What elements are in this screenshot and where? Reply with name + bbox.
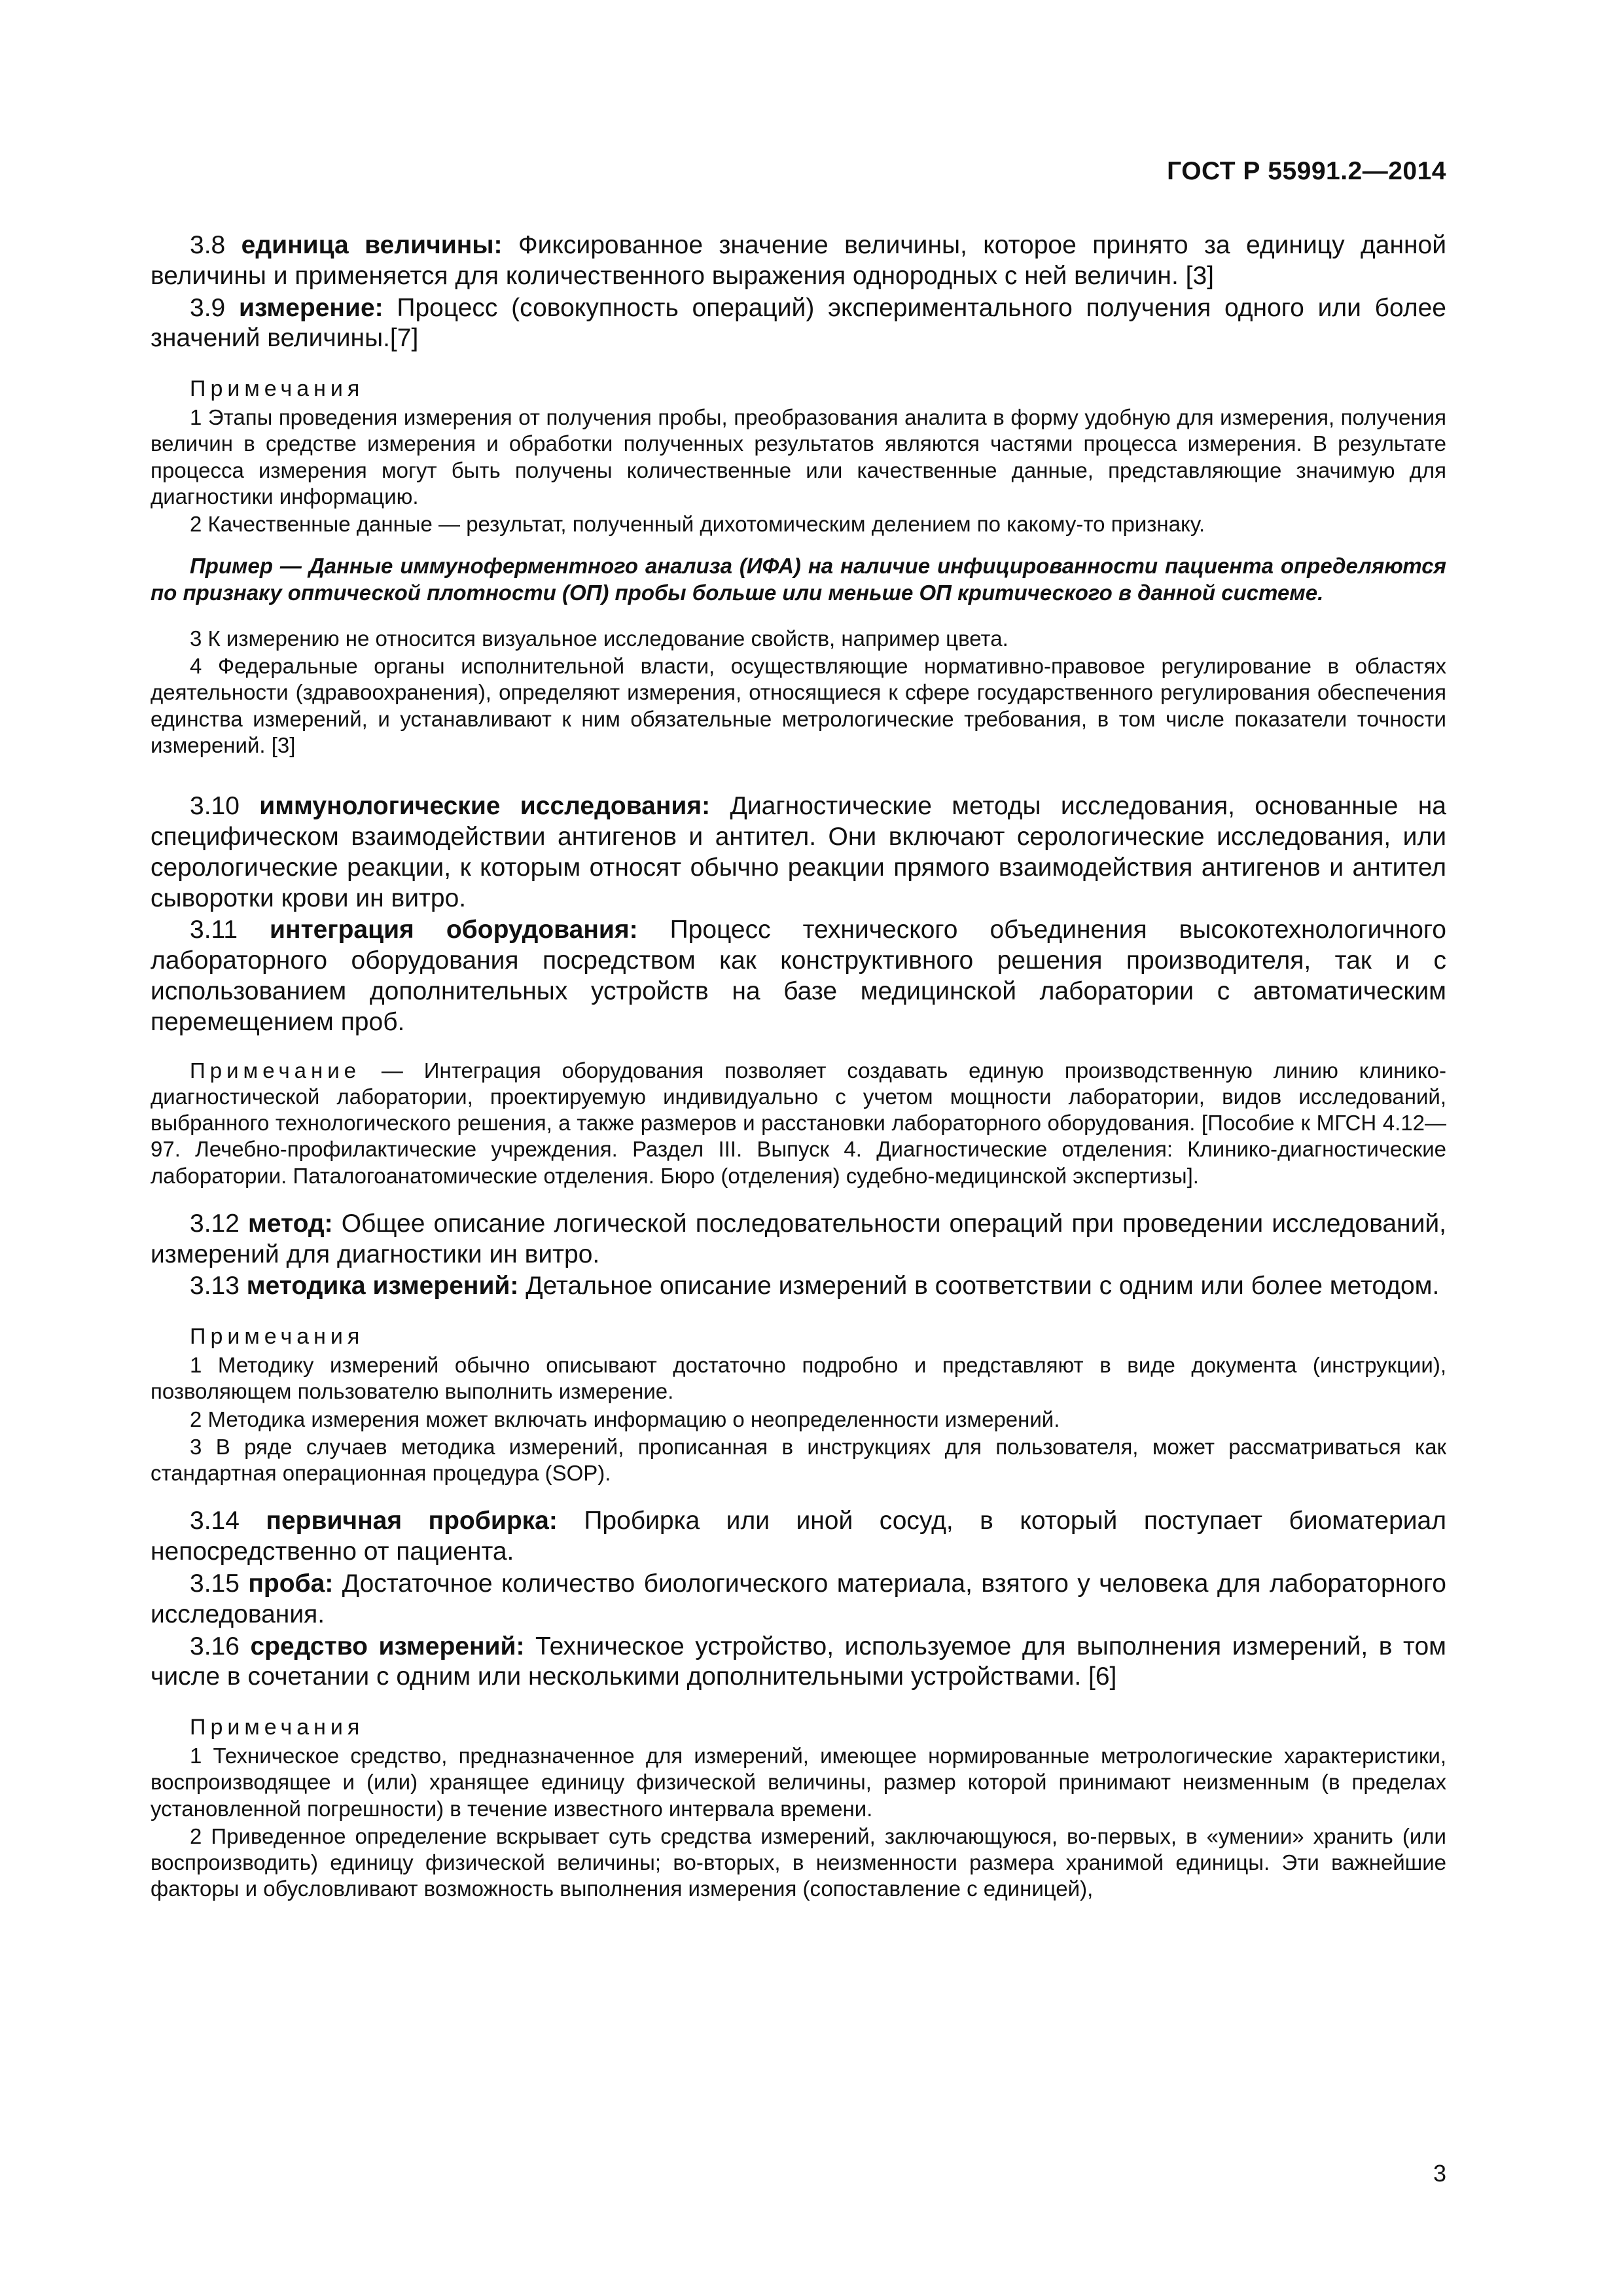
term-3-10 [151, 791, 1446, 914]
notes-heading: Примечания [190, 1324, 365, 1350]
example-text: Пример — Данные иммуноферментного анализа (ИФА) на наличие инфицированности пациента определяются по признаку оптической плотности (ОП) пробы больше или меньше ОП критического в данной системе. [151, 554, 1446, 605]
note-item: 1 Техническое средство, предназначенное для измерений, имеющее нормированные метрологические характеристики, воспроизводящее и (или) хранящее единицу физической величины, размер которой принимают неизменным (в пределах установленной погрешности) в течение известного интервала времени. [151, 1744, 1446, 1821]
notes-heading: Примечания [190, 1715, 365, 1740]
term-definition: Диагностические методы исследования, основанные на специфическом взаимодействии антигенов и антител. Они включают серологические исследования, или серологические реакции, к которым относят обычно реакции прямого взаимодействия антигенов и антител сыворотки крови ин витро. [151, 792, 1446, 912]
term-name: метод: [247, 1209, 333, 1238]
document-body [151, 230, 1446, 1904]
term-number: 3.16 [190, 1632, 240, 1660]
term-3-13 [151, 1271, 1446, 1302]
document-code: ГОСТ Р 55991.2—2014 [1167, 157, 1446, 185]
term-name: методика измерений: [246, 1272, 519, 1300]
term-number: 3.9 [190, 293, 226, 322]
term-3-14 [151, 1506, 1446, 1568]
term-number: 3.12 [190, 1209, 240, 1238]
term-3-15 [151, 1569, 1446, 1630]
page-number: 3 [1433, 2160, 1446, 2187]
term-number: 3.10 [190, 792, 240, 821]
term-name: первичная пробирка: [266, 1507, 558, 1535]
term-number: 3.11 [190, 916, 238, 944]
notes-heading: Примечания [190, 376, 365, 402]
term-definition: Общее описание логической последовательности операций при проведении исследований, измерений для диагностики ин витро. [151, 1209, 1446, 1268]
note-item: 2 Методика измерения может включать информацию о неопределенности измерений. [190, 1407, 1060, 1431]
term-3-11 [151, 915, 1446, 1037]
note-label: Примечание [190, 1058, 361, 1083]
term-number: 3.13 [190, 1272, 240, 1300]
term-name: проба: [248, 1570, 334, 1598]
term-name: единица величины: [241, 231, 503, 259]
note-item: 1 Методику измерений обычно описывают достаточно подробно и представляют в виде документа (инструкции), позволяющем пользователю выполнить измерение. [151, 1353, 1446, 1404]
note-item: 4 Федеральные органы исполнительной власти, осуществляющие нормативно-правовое регулирование в областях деятельности (здравоохранения), определяют измерения, относящиеся к сфере государственного регулирования обеспечения единства измерений, и устанавливают к ним обязательные метрологические требования, в том числе показатели точности измерений. [3] [151, 654, 1446, 757]
note-item: 3 К измерению не относится визуальное исследование свойств, например цвета. [190, 626, 1008, 651]
term-3-16 [151, 1632, 1446, 1693]
term-3-12 [151, 1209, 1446, 1270]
note-item: 2 Качественные данные — результат, полученный дихотомическим делением по какому-то признаку. [190, 512, 1205, 537]
term-number: 3.15 [190, 1570, 240, 1598]
term-number: 3.8 [190, 231, 226, 259]
term-name: измерение: [238, 293, 383, 322]
note-item: 3 В ряде случаев методика измерений, прописанная в инструкциях для пользователя, может рассматриваться как стандартная операционная процедура (SOP). [151, 1434, 1446, 1486]
term-name: средство измерений: [250, 1632, 525, 1660]
term-name: иммунологические исследования: [259, 792, 711, 821]
note-text: — Интеграция оборудования позволяет создавать единую производственную линию клинико-диагностической лаборатории, проектируемую индивидуально с учетом мощности лаборатории, видов исследований, выбранного технологического решения, а также размеров и расстановки лабораторного оборудования. [Пособие к МГСН 4.12—97. Лечебно-профилактические учреждения. Раздел III. Выпуск 4. Диагностические отделения: Клинико-диагностические лаборатории. Паталогоанатомические отделения. Бюро (отделения) судебно-медицинской экспертизы]. [151, 1058, 1446, 1188]
note-item: 2 Приведенное определение вскрывает суть средства измерений, заключающуюся, во-первых, в «умении» хранить (или воспроизводить) единицу физической величины; во-вторых, в неизменности размера хранимой единицы. Эти важнейшие факторы и обусловливают возможность выполнения измерения (сопоставление с единицей), [151, 1823, 1446, 1901]
term-definition: Техническое устройство, используемое для выполнения измерений, в том числе в сочетании с одним или несколькими дополнительными устройствами. [6] [151, 1632, 1446, 1691]
term-definition: Детальное описание измерений в соответствии с одним или более методом. [526, 1272, 1440, 1300]
term-3-8 [151, 230, 1446, 292]
term-definition: Процесс технического объединения высокотехнологичного лабораторного оборудования посредством как конструктивного решения производителя, так и с использованием дополнительных устройств на базе медицинской лаборатории с автоматическим перемещением проб. [151, 916, 1446, 1036]
term-number: 3.14 [190, 1507, 240, 1535]
note-item: 1 Этапы проведения измерения от получения пробы, преобразования аналита в форму удобную для измерения, получения величин в средстве измерения и обработки полученных результатов являются частями процесса измерения. В результате процесса измерения могут быть получены количественные или качественные данные, представляющие значимую для диагностики информацию. [151, 405, 1446, 509]
term-definition: Достаточное количество биологического материала, взятого у человека для лабораторного исследования. [151, 1570, 1446, 1628]
note-3-11 [151, 1058, 1446, 1189]
term-name: интеграция оборудования: [270, 916, 638, 944]
term-definition: Фиксированное значение величины, которое принято за единицу данной величины и применяется для количественного выражения однородных с ней величин. [3] [151, 231, 1446, 290]
term-definition: Процесс (совокупность операций) экспериментального получения одного или более значений величины.[7] [151, 293, 1446, 353]
term-3-9 [151, 293, 1446, 355]
term-definition: Пробирка или иной сосуд, в который поступает биоматериал непосредственно от пациента. [151, 1507, 1446, 1566]
